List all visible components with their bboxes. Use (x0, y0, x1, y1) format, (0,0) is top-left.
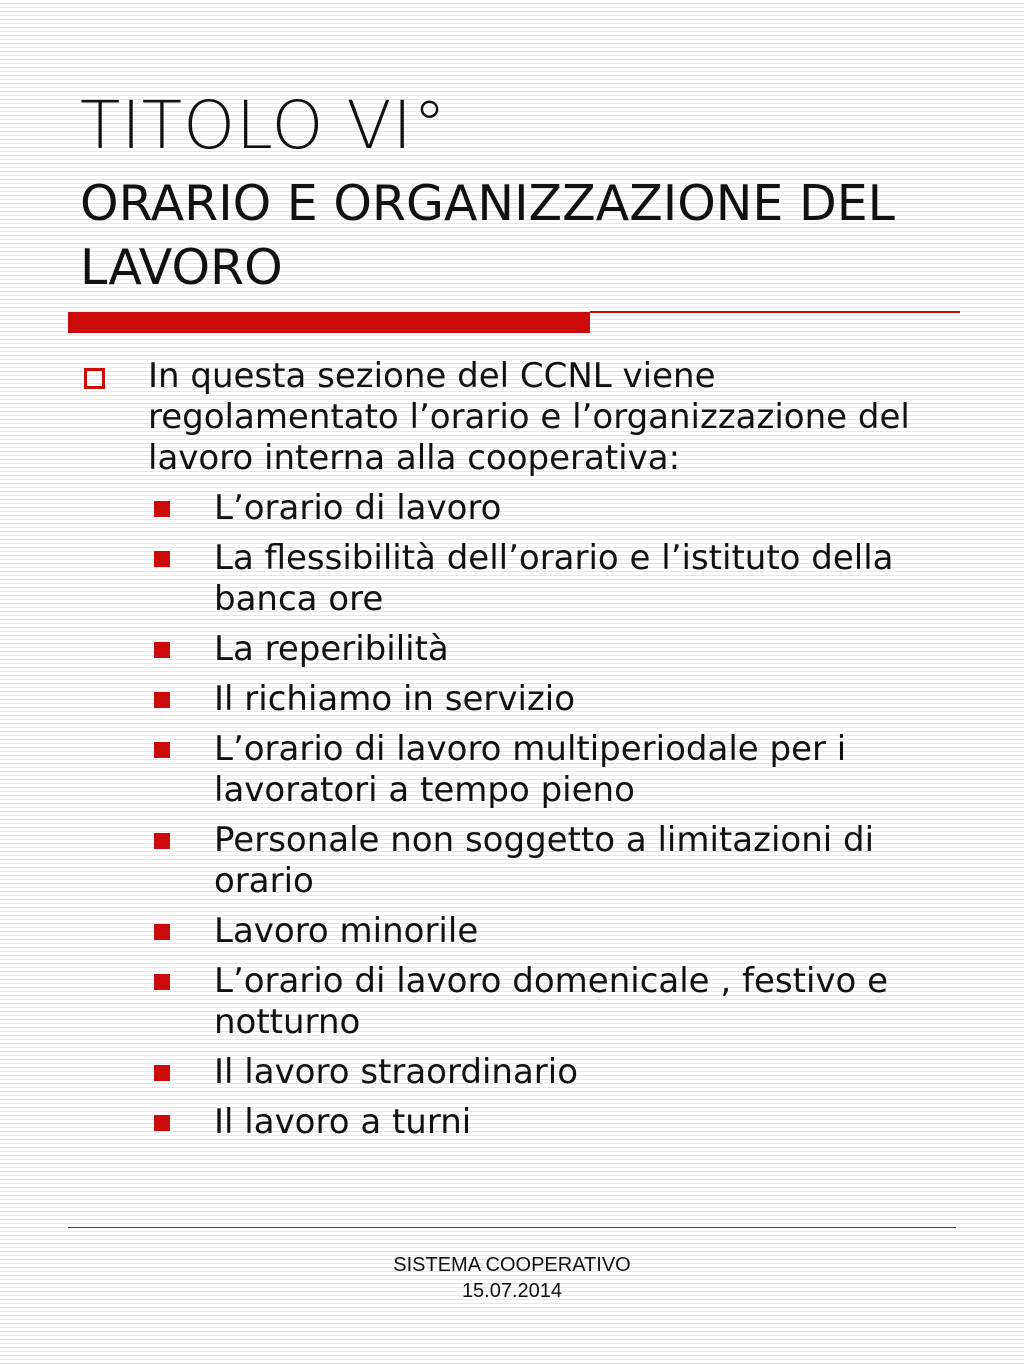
list-item-text: L’orario di lavoro domenicale , festivo e notturno (214, 961, 889, 1042)
list-item-text: L’orario di lavoro multiperiodale per i lavoratori a tempo pieno (214, 729, 847, 810)
list-item-text: La flessibilità dell’orario e l’istituto della banca ore (214, 538, 894, 619)
title-divider-thin (590, 311, 960, 313)
hollow-square-bullet-icon (84, 368, 105, 389)
square-bullet-icon (154, 974, 170, 990)
footer-date: 15.07.2014 (461, 1280, 563, 1302)
list-item (80, 1102, 960, 1143)
footer (0, 1252, 1024, 1304)
square-bullet-icon (154, 833, 170, 849)
list-item (80, 488, 960, 529)
slide-subtitle: ORARIO E ORGANIZZAZIONE DEL LAVORO (80, 175, 895, 296)
list-item-text: Lavoro minorile (214, 911, 479, 951)
square-bullet-icon (154, 551, 170, 567)
list-item (80, 538, 960, 620)
footer-divider (68, 1227, 956, 1228)
list-item (80, 820, 960, 902)
list-item-text: Il lavoro straordinario (214, 1052, 579, 1092)
square-bullet-icon (154, 742, 170, 758)
list-item (80, 911, 960, 952)
square-bullet-icon (154, 924, 170, 940)
square-bullet-icon (154, 1065, 170, 1081)
title-divider-thick (68, 312, 590, 333)
list-item (80, 629, 960, 670)
intro-bullet (80, 356, 960, 479)
intro-text: In questa sezione del CCNL viene regolamentato l’orario e l’organizzazione del lavoro interna alla cooperativa: (148, 356, 910, 478)
list-item (80, 729, 960, 811)
square-bullet-icon (154, 692, 170, 708)
slide-title: TITOLO VI° (80, 87, 448, 164)
square-bullet-icon (154, 501, 170, 517)
content-area (80, 356, 960, 1143)
topic-list (80, 488, 960, 1143)
list-item-text: L’orario di lavoro (214, 488, 502, 528)
list-item (80, 961, 960, 1043)
list-item (80, 1052, 960, 1093)
square-bullet-icon (154, 642, 170, 658)
list-item-text: Il richiamo in servizio (214, 679, 576, 719)
square-bullet-icon (154, 1115, 170, 1131)
list-item (80, 679, 960, 720)
footer-organization: SISTEMA COOPERATIVO (393, 1254, 631, 1276)
list-item-text: Il lavoro a turni (214, 1102, 472, 1142)
list-item-text: La reperibilità (214, 629, 449, 669)
list-item-text: Personale non soggetto a limitazioni di orario (214, 820, 875, 901)
